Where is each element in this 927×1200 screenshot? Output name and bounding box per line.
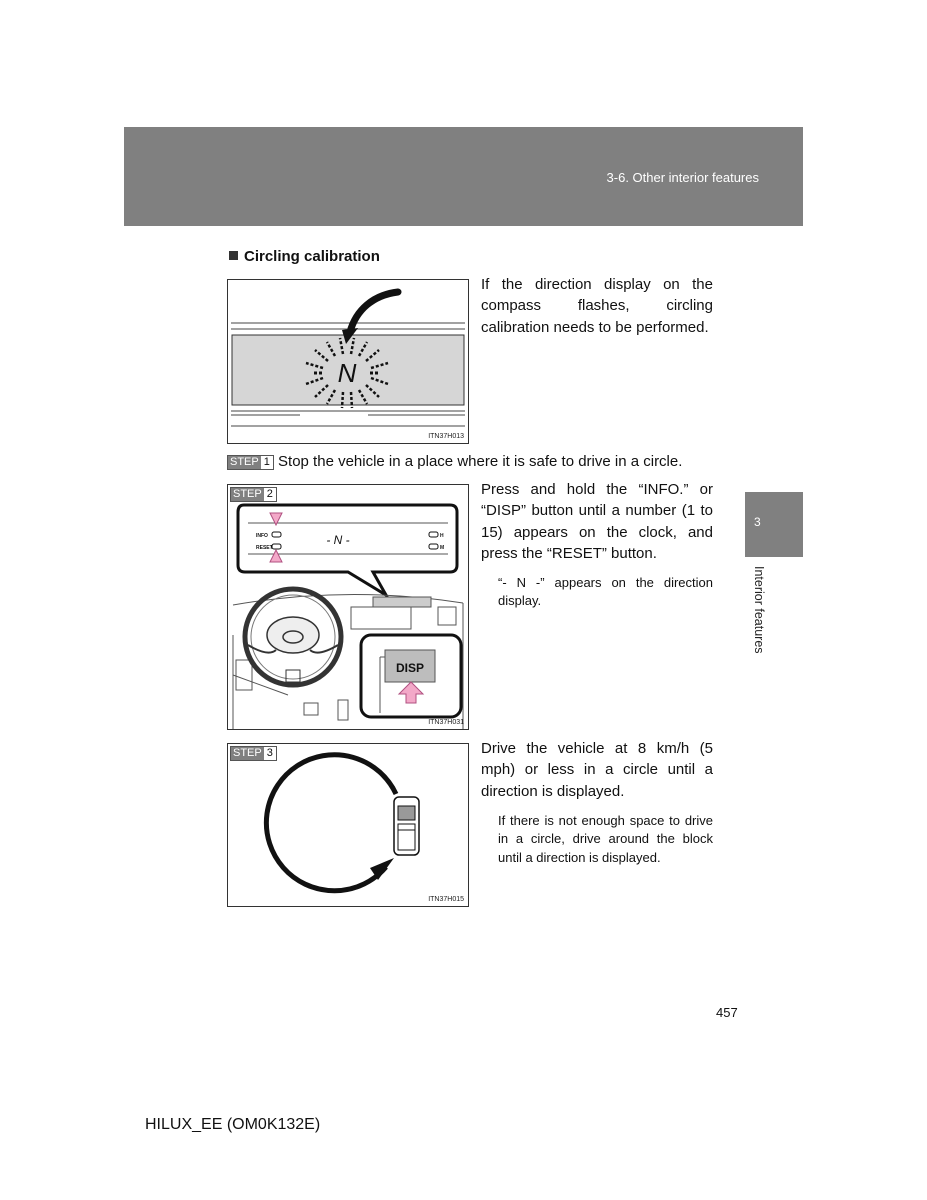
square-bullet-icon [229,251,238,260]
page-number: 457 [716,1005,738,1020]
footer-model-code: HILUX_EE (OM0K132E) [145,1116,321,1133]
chapter-number: 3 [754,515,761,529]
display-letter: N [337,358,357,388]
figure-code: ITN37H015 [428,896,464,903]
heading-text: Circling calibration [244,248,380,265]
step-2-note: “- N -” appears on the direction display. [498,575,713,609]
step-badge: STEP 1 [227,455,274,470]
chapter-tab [745,492,803,557]
header-band [124,127,803,226]
m-label: M [440,545,445,551]
info-label: INFO [256,533,268,539]
step-3-text: Drive the vehicle at 8 km/h (5 mph) or less in a circle until a direction is displayed. [481,740,713,800]
step-1-text: Stop the vehicle in a place where it is safe to drive in a circle. [278,453,683,470]
figure-dashboard-disp [227,484,469,730]
step-badge: STEP 2 [230,487,277,502]
figure-code: ITN37H031 [428,719,464,726]
dashboard-illustration [228,485,468,729]
display-text: - N - [326,533,350,547]
section-heading [229,248,380,265]
figure-code: ITN37H013 [428,433,464,440]
step-2-text: Press and hold the “INFO.” or “DISP” button until a number (1 to 15) appears on the clock, and press the “RESET” button. [481,481,713,562]
step-badge: STEP 3 [230,746,277,761]
circle-drive-illustration [228,744,468,906]
figure-flashing-compass [227,279,469,444]
chapter-label: Interior features [752,566,766,654]
reset-label: RESET [256,545,273,551]
vehicle-icon [394,797,419,855]
intro-text: If the direction display on the compass flashes, circling calibration needs to be performed. [481,276,713,336]
disp-label: DISP [395,661,425,675]
step-3-note: If there is not enough space to drive in a circle, drive around the block until a direction is displayed. [498,813,713,865]
figure-circle-drive [227,743,469,907]
section-title: 3-6. Other interior features [606,170,759,185]
step-1 [227,453,682,470]
compass-flash-illustration [228,280,468,443]
h-label: H [440,533,444,539]
